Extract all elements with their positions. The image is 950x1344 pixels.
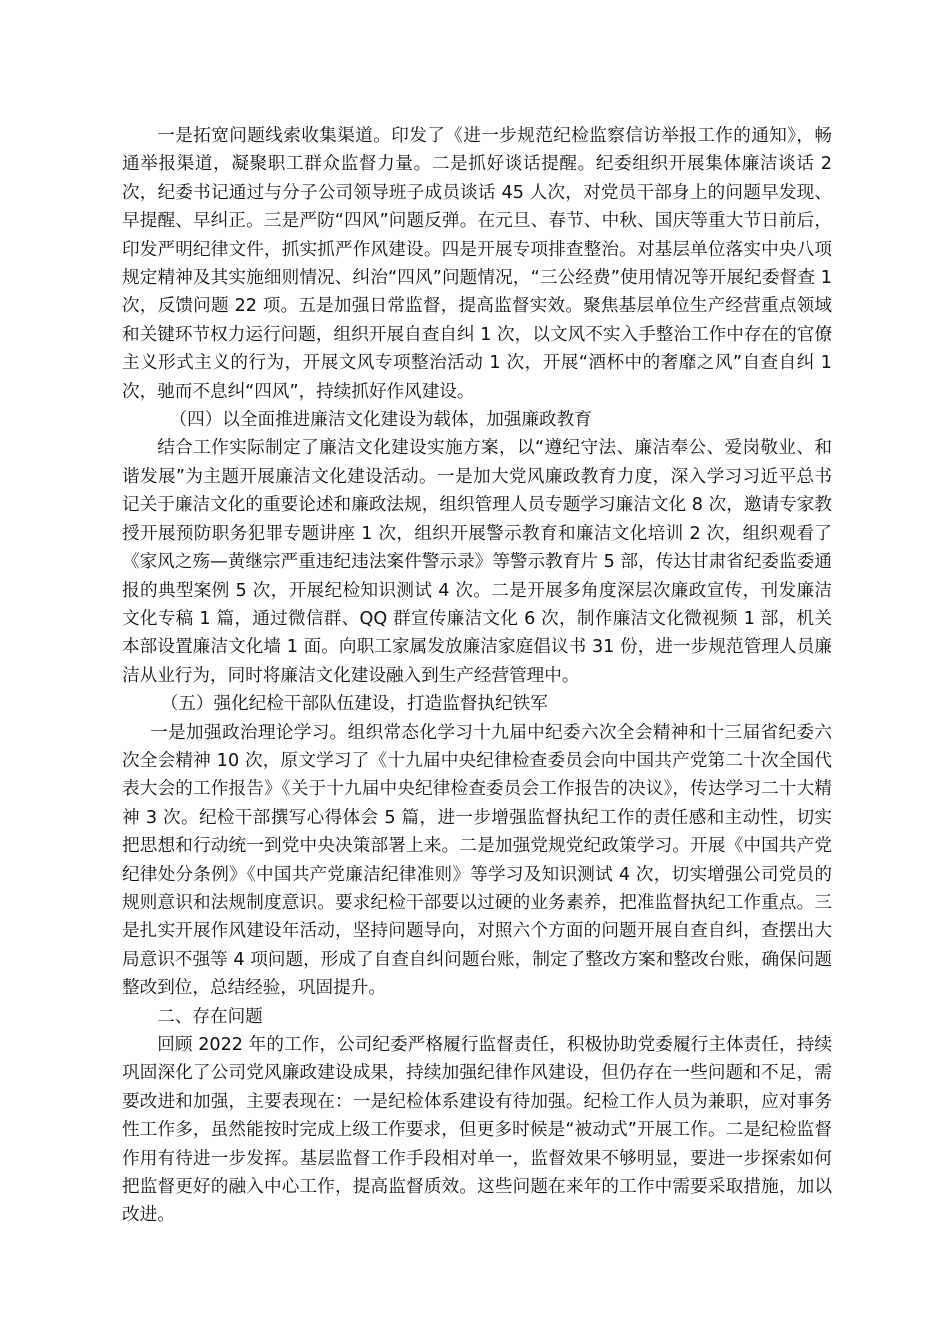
paragraph-team-building: 一是加强政治理论学习。组织常态化学习十九届中纪委六次全会精神和十三届省纪委六次全会精神 10 次，原文学习了《十九届中央纪律检查委员会向中国共产党第二十次全国代表大会的工作报告》《关于十九届中央纪律检查委员会工作报告的决议》，传达学习二十大精神 3 次。纪检干部撰写心得体会 5 篇，进一步增强监督执纪工作的责任感和主动性，切实把思想和行动统一到党中央决策部署上来。二是加强党规党纪政策学习。开展《中国共产党纪律处分条例》《中国共产党廉洁纪律准则》等学习及知识测试 4 次，切实增强公司党员的规则意识和法规制度意识。要求纪检干部要以过硬的业务素养，把准监督执纪工作重点。三是扎实开展作风建设年活动，坚持问题导向，对照六个方面的问题开展自查自纠，查摆出大局意识不强等 4 项问题，形成了自查自纠问题台账，制定了整改方案和整改台账，确保问题整改到位，总结经验，巩固提升。 <box>122 722 832 999</box>
section-heading-team-building: （五）强化纪检干部队伍建设，打造监督执纪铁军 <box>160 694 548 715</box>
section-heading-existing-problems: 二、存在问题 <box>157 1006 263 1027</box>
document-body <box>122 122 832 1230</box>
paragraph-supervision-measures: 一是拓宽问题线索收集渠道。印发了《进一步规范纪检监察信访举报工作的通知》，畅通举报渠道，凝聚职工群众监督力量。二是抓好谈话提醒。纪委组织开展集体廉洁谈话 2 次，纪委书记通过与分子公司领导班子成员谈话 45 人次，对党员干部身上的问题早发现、早提醒、早纠正。三是严防“四风”问题反弹。在元旦、春节、中秋、国庆等重大节日前后，印发严明纪律文件，抓实抓严作风建设。四是开展专项排查整治。对基层单位落实中央八项规定精神及其实施细则情况、纠治“四风”问题情况，“三公经费”使用情况等开展纪委督查 1 次，反馈问题 22 项。五是加强日常监督，提高监督实效。聚焦基层单位生产经营重点领域和关键环节权力运行问题，组织开展自查自纠 1 次，以文风不实入手整治工作中存在的官僚主义形式主义的行为，开展文风专项整治活动 1 次，开展“酒杯中的奢靡之风”自查自纠 1 次，驰而不息纠“四风”，持续抓好作风建设。 <box>122 126 832 402</box>
paragraph-integrity-culture: 结合工作实际制定了廉洁文化建设实施方案，以“遵纪守法、廉洁奉公、爱岗敬业、和谐发展”为主题开展廉洁文化建设活动。一是加大党风廉政教育力度，深入学习习近平总书记关于廉洁文化的重要论述和廉政法规，组织管理人员专题学习廉洁文化 8 次，邀请专家教授开展预防职务犯罪专题讲座 1 次，组织开展警示教育和廉洁文化培训 2 次，组织观看了《家风之殇—黄继宗严重违纪违法案件警示录》等警示教育片 5 部，传达甘肃省纪委监委通报的典型案例 5 次，开展纪检知识测试 4 次。二是开展多角度深层次廉政宣传，刊发廉洁文化专稿 1 篇，通过微信群、QQ 群宣传廉洁文化 6 次，制作廉洁文化微视频 1 部，机关本部设置廉洁文化墙 1 面。向职工家属发放廉洁家庭倡议书 31 份，进一步规范管理人员廉洁从业行为，同时将廉洁文化建设融入到生产经营管理中。 <box>122 438 832 686</box>
section-heading-integrity-culture: （四）以全面推进廉洁文化建设为载体，加强廉政教育 <box>169 410 592 431</box>
paragraph-existing-problems: 回顾 2022 年的工作，公司纪委严格履行监督责任，积极协助党委履行主体责任，持续巩固深化了公司党风廉政建设成果，持续加强纪律作风建设，但仍存在一些问题和不足，需要改进和加强，主要表现在：一是纪检体系建设有待加强。纪检工作人员为兼职，应对事务性工作多，虽然能按时完成上级工作要求，但更多时候是“被动式”开展工作。二是纪检监督作用有待进一步发挥。基层监督工作手段相对单一，监督效果不够明显，要进一步探索如何把监督更好的融入中心工作，提高监督质效。这些问题在来年的工作中需要采取措施，加以改进。 <box>122 1035 832 1226</box>
